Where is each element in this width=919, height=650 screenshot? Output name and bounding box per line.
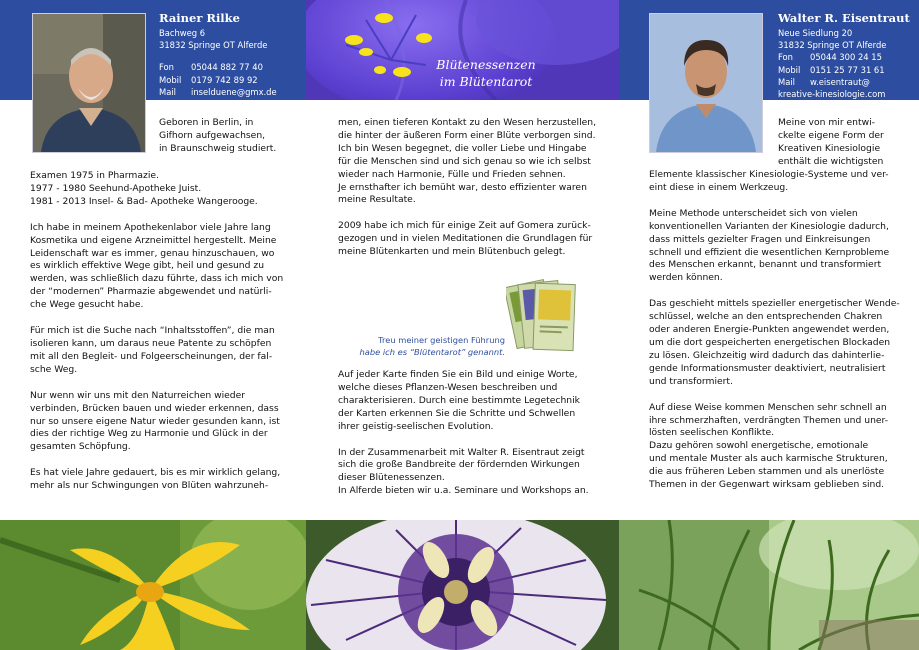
text-line: 1977 - 1980 Seehund-Apotheke Juist. — [30, 182, 202, 194]
contact-fon-row — [778, 51, 910, 63]
text-line: verbinden, Brücken bauen und wieder erkennen, dass — [30, 402, 279, 414]
text-line: Meine von mir entwi- — [778, 117, 875, 128]
text-line: In der Zusammenarbeit mit Walter R. Eisentraut zeigt — [338, 446, 585, 458]
contact-street: Neue Siedlung 20 — [778, 28, 853, 38]
mail-link[interactable]: w.eisentraut@ — [810, 76, 870, 87]
text-line: der Karten erkennen Sie die Schritte und Schwellen — [338, 407, 576, 419]
text-line: der “modernen” Pharmazie abgewendet und natürli- — [30, 286, 272, 298]
text-line: gesamten Schöpfung. — [30, 441, 131, 453]
text-line: 1981 - 2013 Insel- & Bad- Apotheke Wangerooge. — [30, 195, 258, 207]
text-line: zu lösen. Gleichzeitig wird dadurch das dahinterlie- — [649, 349, 885, 361]
text-line: oder anderen Energie-Punkten angewendet werden, — [649, 324, 890, 336]
text-line: schnell und effizient die wesentlichen Kernprobleme — [649, 246, 890, 258]
text-line: Leidenschaft war es immer, genau hinzuschauen, wo — [30, 247, 275, 259]
tarot-cards-image — [506, 272, 590, 362]
text-line: isolieren kann, um daraus neue Patente zu schöpfen — [30, 337, 272, 349]
text-line: es wirklich effektive Wege gibt, heil und gesund zu — [30, 260, 265, 272]
text-line: mehr als nur Schwingungen von Blüten wahrzuneh- — [30, 480, 269, 492]
text-line: charakterisieren. Durch eine bestimmte Legetechnik — [338, 394, 580, 406]
header-title — [426, 56, 546, 90]
text-line: Es hat viele Jahre gedauert, bis es mir wirklich gelang, — [30, 467, 281, 479]
text-line: Themen in der Gegenwart wirksam geblieben sind. — [649, 479, 885, 491]
mail-label: Mail — [159, 86, 177, 97]
contact-city: 31832 Springe OT Alferde — [778, 40, 887, 51]
text-line: dieser Blütenessenzen. — [338, 472, 445, 484]
header-title-line1: Blütenessenzen — [436, 57, 536, 72]
mail-link[interactable]: inselduene@gmx.de — [191, 86, 277, 97]
paragraph — [649, 169, 914, 195]
text-line: meine Blütenkarten und mein Blütenbuch gelegt. — [338, 246, 566, 258]
text-line: lösten seelischen Konflikte. — [649, 427, 775, 439]
fon-label: Fon — [159, 62, 174, 73]
text-line: werden können. — [649, 272, 723, 284]
text-line: Kreativen Kinesiologie — [778, 142, 881, 154]
text-line: In Alferde bieten wir u.a. Seminare und Workshops an. — [338, 485, 589, 497]
paragraph — [338, 447, 598, 499]
text-line: enthält die wichtigsten — [778, 155, 884, 167]
yellow-lily-photo — [0, 520, 306, 650]
text-line: Elemente klassischer Kinesiologie-Systeme und ver- — [649, 169, 889, 180]
mobil-number[interactable]: 0151 25 77 31 61 — [810, 64, 885, 75]
column-3-text — [649, 169, 914, 505]
text-line: sche Weg. — [30, 363, 78, 375]
contact-street: Bachweg 6 — [159, 28, 206, 38]
text-line: die hinter der äußeren Form einer Blüte verborgen sind. — [338, 129, 596, 141]
caption-line: habe ich es “Blütentarot” genannt. — [359, 347, 505, 357]
text-line: men, einen tieferen Kontakt zu den Wesen herzustellen, — [338, 117, 597, 128]
text-line: gende Informationsmuster deaktiviert, neutralisiert — [649, 362, 886, 374]
text-line: des Menschen erkannt, benannt und transformiert — [649, 259, 882, 271]
caption-line: Treu meiner geistigen Führung — [378, 335, 505, 345]
text-line: Ich habe in meinem Apothekenlabor viele Jahre lang — [30, 221, 271, 233]
text-line: mit all den Begleit- und Folgeerscheinungen, der fal- — [30, 350, 273, 362]
paragraph — [649, 208, 914, 285]
paragraph — [338, 369, 598, 434]
text-line: welche dieses Pflanzen-Wesen beschreiben und — [338, 381, 558, 393]
text-line: Das geschieht mittels spezieller energetischer Wende- — [649, 298, 900, 310]
column-1-text — [30, 170, 295, 506]
fon-number[interactable]: 05044 300 24 15 — [810, 52, 882, 63]
text-line: Dazu gehören sowohl energetische, emotionale — [649, 440, 869, 452]
fon-number[interactable]: 05044 882 77 40 — [191, 62, 263, 73]
intro-text-rilke — [159, 117, 289, 156]
text-line: Auf jeder Karte finden Sie ein Bild und einige Worte, — [338, 369, 578, 380]
right-contact-block — [778, 11, 910, 100]
text-line: werden, was schließlich dazu führte, dass ich mich von — [30, 273, 284, 285]
contact-fon-row — [159, 61, 277, 73]
text-line: Gifhorn aufgewachsen, — [159, 129, 266, 141]
paragraph — [30, 222, 295, 312]
paragraph — [30, 325, 295, 377]
intro-text-eisentraut — [778, 117, 908, 169]
contact-mobil-row — [778, 64, 910, 76]
portrait-rainer-rilke — [32, 13, 146, 153]
text-line: Kosmetika und eigene Arzneimittel hergestellt. Meine — [30, 234, 277, 246]
text-line: in Braunschweig studiert. — [159, 142, 277, 154]
fon-label: Fon — [778, 52, 793, 63]
text-line: konventionellen Varianten der Kinesiologie dadurch, — [649, 220, 889, 232]
text-line: ihrer geistig-seelischen Evolution. — [338, 420, 494, 432]
text-line: für die Menschen sind und sich genau so wie ich selbst — [338, 155, 591, 167]
paragraph — [30, 390, 295, 455]
contact-city: 31832 Springe OT Alferde — [159, 40, 268, 51]
contact-mail-row — [778, 76, 910, 88]
text-line: eint diese in einem Werkzeug. — [649, 181, 789, 193]
text-line: 2009 habe ich mich für einige Zeit auf Gomera zurück- — [338, 220, 591, 232]
contact-name: Rainer Rilke — [159, 11, 240, 25]
text-line: Nur wenn wir uns mit den Naturreichen wieder — [30, 389, 246, 401]
text-line: nur so unsere eigene Natur wieder gesunden kann, ist — [30, 415, 280, 427]
text-line: Je ernsthafter ich bemüht war, desto effizienter waren — [338, 181, 587, 193]
grass-photo — [619, 520, 919, 650]
contact-mobil-row — [159, 74, 277, 86]
text-line: dies der richtige Weg zu Harmonie und Glück in der — [30, 428, 268, 440]
paragraph — [649, 298, 914, 388]
paragraph — [30, 170, 295, 209]
contact-name: Walter R. Eisentraut — [778, 11, 910, 25]
paragraph — [649, 402, 914, 492]
text-line: schlüssel, welche an den entsprechenden Chakren — [649, 311, 883, 323]
text-line: che Wege gesucht habe. — [30, 299, 144, 311]
text-line: Examen 1975 in Pharmazie. — [30, 170, 159, 181]
text-line: um die dort gespeicherten energetischen Blockaden — [649, 336, 891, 348]
column-2-text-top — [338, 117, 598, 272]
paragraph — [30, 467, 295, 493]
contact-mail-row — [159, 86, 277, 98]
text-line: ckelte eigene Form der — [778, 129, 884, 141]
text-line: Geboren in Berlin, in — [159, 117, 254, 128]
text-line: die aus früheren Leben stammen und als unerlöste — [649, 466, 885, 478]
paragraph — [338, 117, 598, 207]
text-line: Auf diese Weise kommen Menschen sehr schnell an — [649, 401, 887, 413]
text-line: wieder nach Harmonie, Fülle und Frieden sehnen. — [338, 168, 566, 180]
paragraph — [338, 220, 598, 259]
text-line: ihre schmerzhaften, verdrängten Themen und uner- — [649, 414, 889, 426]
text-line: sich die große Bandbreite der fördernden Wirkungen — [338, 459, 580, 471]
column-2-text-bottom — [338, 369, 598, 511]
text-line: Für mich ist die Suche nach “Inhaltsstoffen”, die man — [30, 325, 275, 337]
header-title-line2: im Blütentarot — [439, 74, 533, 89]
mail-label: Mail — [778, 76, 796, 87]
text-line: dass mittels gezielter Fragen und Einkreisungen — [649, 233, 871, 245]
mobil-number[interactable]: 0179 742 89 92 — [191, 74, 258, 85]
passion-flower-photo — [306, 520, 619, 650]
text-line: und transformiert. — [649, 375, 733, 387]
text-line: und mentale Muster als auch karmische Strukturen, — [649, 453, 888, 465]
mail-link-continued[interactable]: kreative-kinesiologie.com — [778, 89, 886, 100]
portrait-walter-eisentraut — [649, 13, 763, 153]
text-line: gezogen und in vielen Meditationen die Grundlagen für — [338, 233, 593, 245]
text-line: meine Resultate. — [338, 194, 416, 206]
mobil-label: Mobil — [159, 74, 182, 85]
mobil-label: Mobil — [778, 64, 801, 75]
text-line: Meine Methode unterscheidet sich von vielen — [649, 207, 858, 219]
left-contact-block — [159, 11, 277, 98]
tarot-caption — [340, 334, 505, 358]
text-line: Ich bin Wesen begegnet, die voller Liebe und Hingabe — [338, 142, 587, 154]
